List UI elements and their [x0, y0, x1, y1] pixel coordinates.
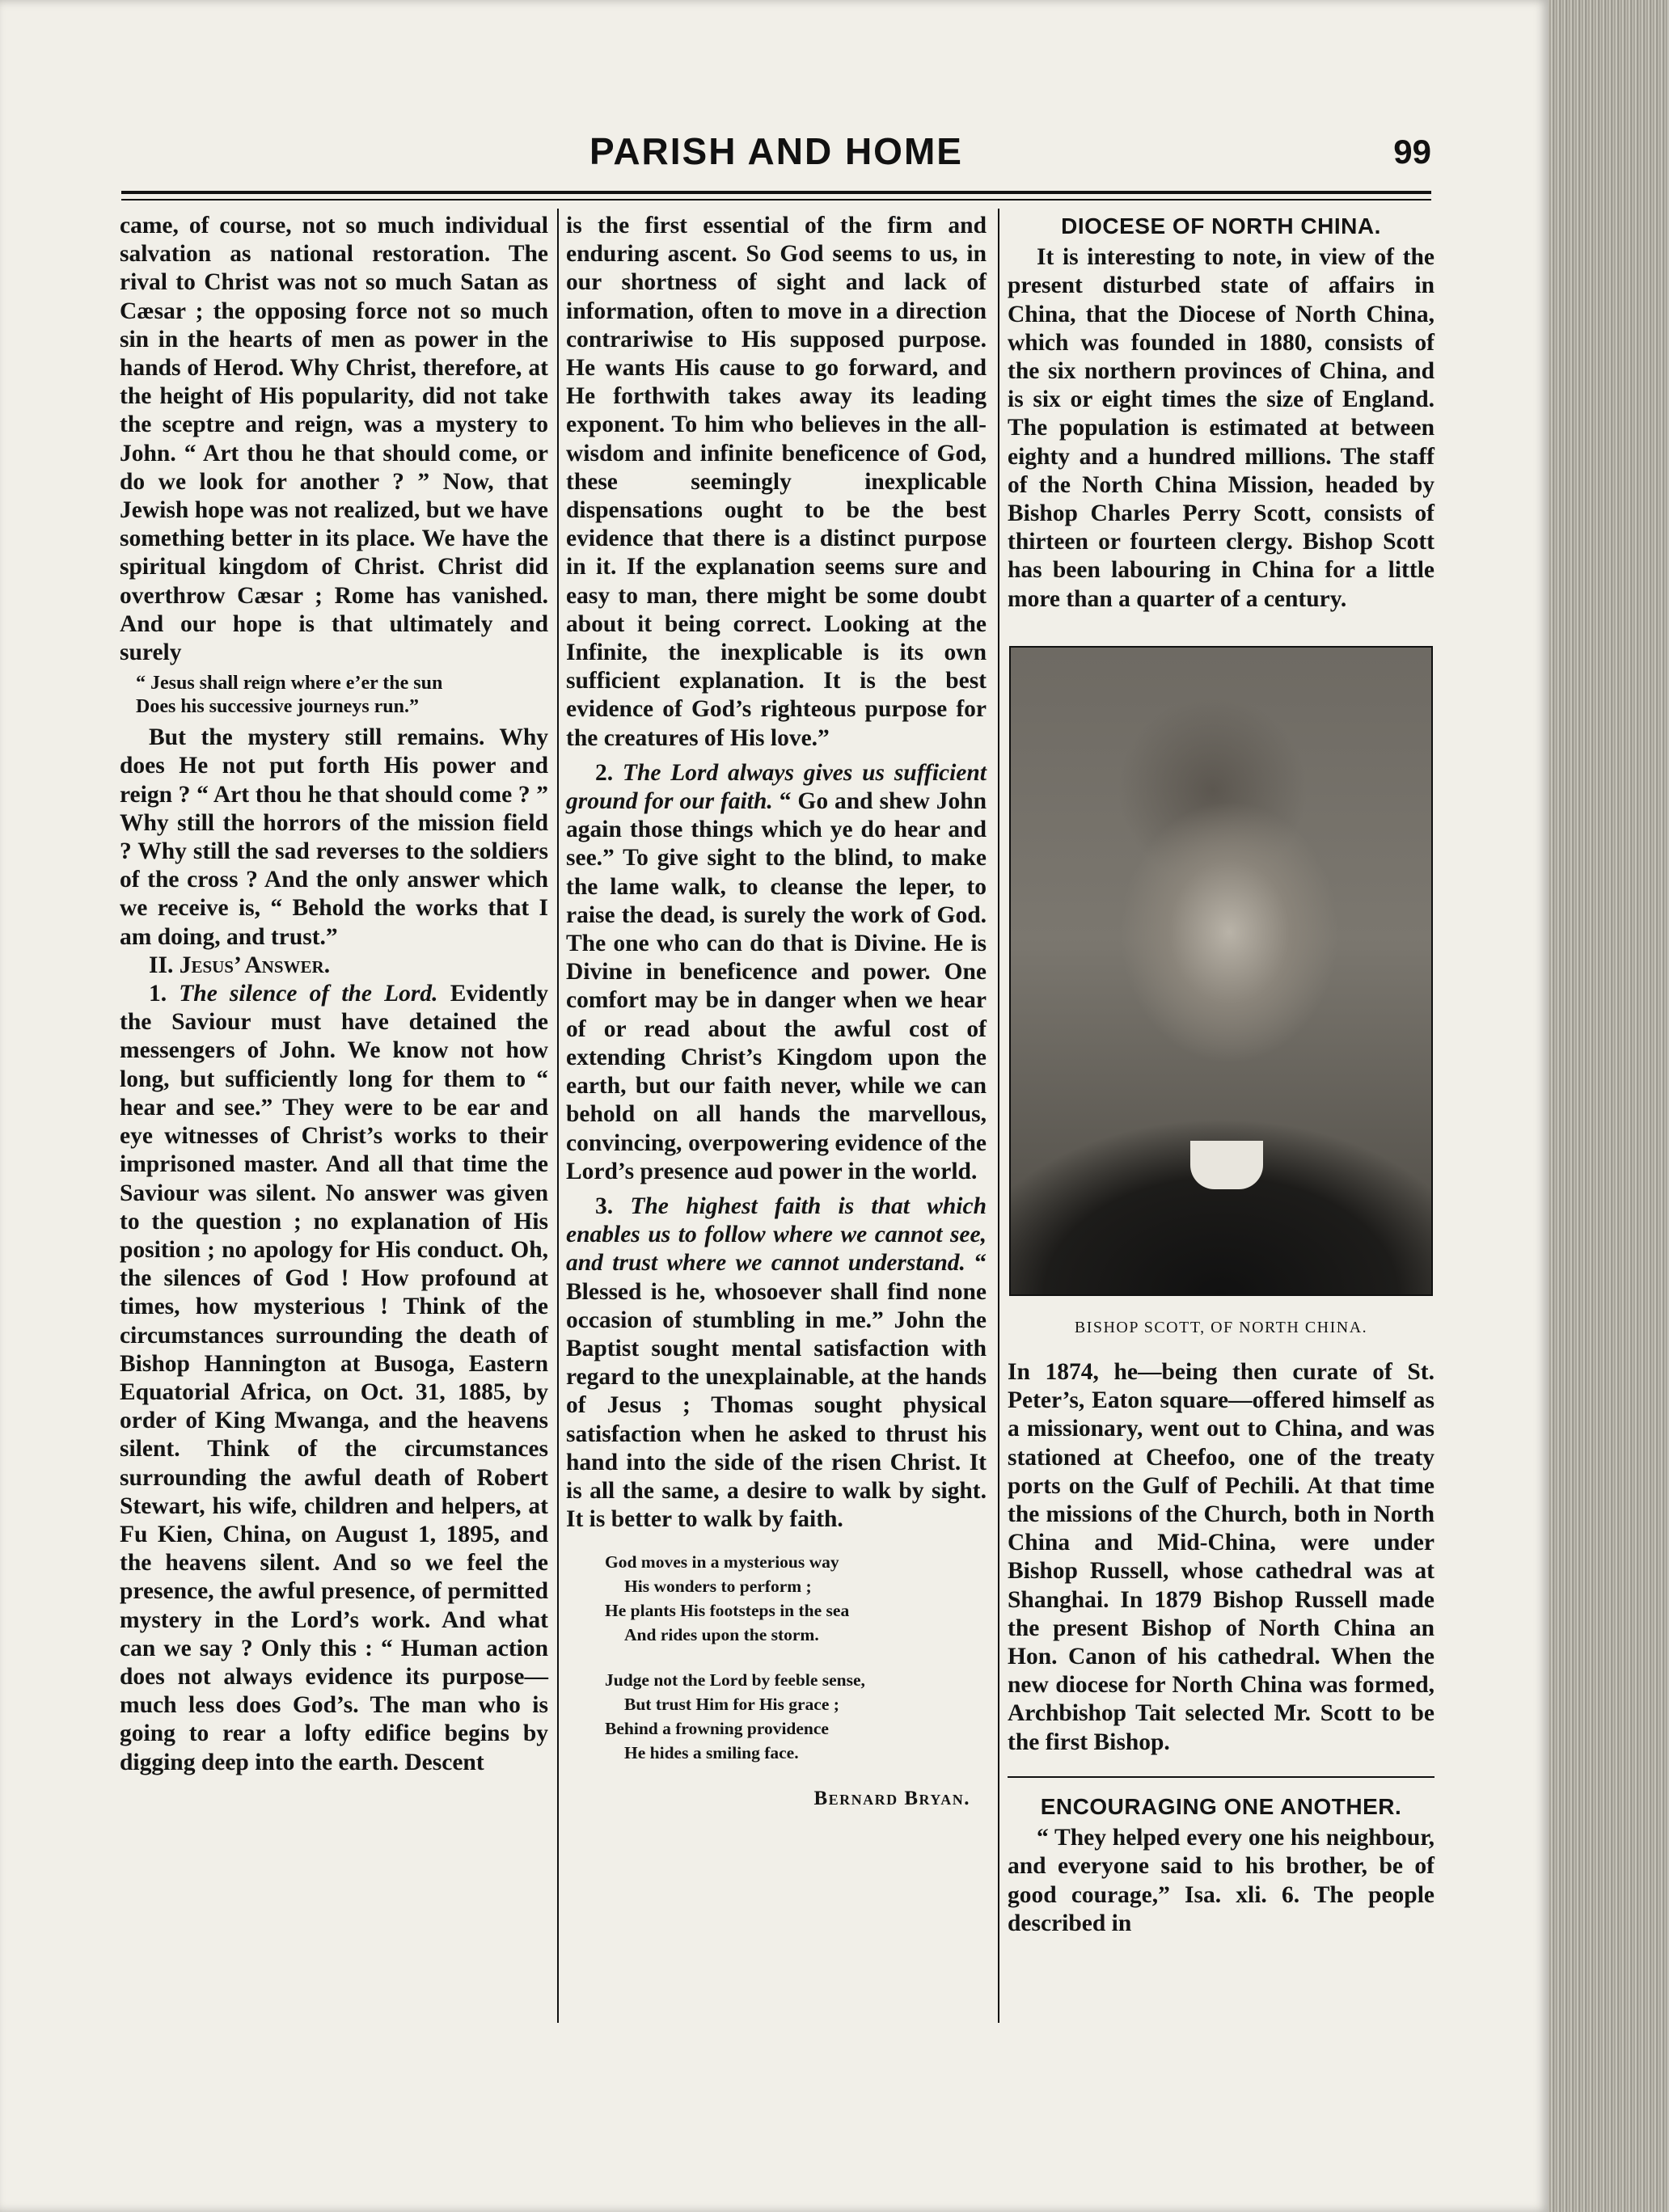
section-divider	[1008, 1776, 1434, 1778]
col2-item2-body: “ Go and shew John again those things which ye do hear and see.” To give sight to the blind, to make the lame walk, to cleanse the leper, to raise the dead, is surely the work of God. The one who can do that is Divine. He is Divine in beneficence and power. One comfort may be in danger when we hear of or read about the awful cost of extending Christ’s Kingdom upon the earth, but our faith never, while we can behold on all hands the marvellous, convincing, overpowering evidence of the Lord’s presence aud power in the world.	[566, 788, 987, 1184]
col1-verse-quote	[136, 672, 548, 719]
page-header	[121, 129, 1431, 186]
col2-paragraph-3	[566, 1193, 987, 1534]
diocese-heading: DIOCESE OF NORTH CHINA.	[1061, 213, 1381, 239]
bishop-portrait-photo	[1009, 646, 1433, 1296]
col1-item-heading: The silence of the Lord.	[179, 981, 438, 1007]
header-rule-thin	[121, 199, 1431, 201]
hymn-line-2: His wonders to perform ;	[624, 1577, 812, 1597]
col3-paragraph-2: In 1874, he—being then curate of St. Peter’s, Eaton square—offered himself as a missionary, went out to China, and was stationed at Cheefoo, one of the treaty ports on the Gulf of Pechili. At that time the missions of the Church, both in North China and Mid-China, were under Bishop Russell, whose cathedral was at Shanghai. In 1879 Bishop Russell made the present Bishop of North China an Hon. Canon of his cathedral. When the new diocese for North China was formed, Archbishop Tait selected Mr. Scott to be the first Bishop.	[1008, 1359, 1434, 1755]
col1-item-number: 1.	[149, 981, 167, 1007]
hymn-line-5: Judge not the Lord by feeble sense,	[605, 1670, 865, 1691]
col1-paragraph-2: But the mystery still remains. Why does He not put forth His power and reign ? “ Art thou he that should come ? ” Why still the horrors of the mission field ? Why still the sad reverses to the soldiers of the cross ? And the only answer which we receive is, “ Behold the works that I am doing, and trust.”	[120, 724, 548, 950]
col2-paragraph-1: is the first essential of the firm and enduring ascent. So God seems to us, in our shortness of sight and lack of information, often to move in a direction contrariwise to His supposed purpose. He wants His cause to go forward, and He forthwith takes away its leading exponent. To him who believes in the all-wisdom and infinite beneficence of God, these seemingly inexplicable dispensations ought to be the best evidence that there is a distinct purpose in it. If the explanation seems sure and easy to man, there might be some doubt about it being correct. Looking at the Infinite, the inexplicable is its own sufficient explanation. It is the best evidence of God’s righteous purpose for the creatures of His love.”	[566, 213, 987, 751]
col1-verse-line-2: Does his successive journeys run.”	[136, 696, 420, 718]
hymn-line-8: He hides a smiling face.	[624, 1743, 799, 1763]
photo-caption: BISHOP SCOTT, OF NORTH CHINA.	[1074, 1318, 1368, 1336]
column-2	[566, 212, 987, 1813]
hymn-line-3: He plants His footsteps in the sea	[605, 1601, 850, 1621]
col3-paragraph-1: It is interesting to note, in view of the present disturbed state of affairs in China, that the Diocese of North China, which was founded in 1880, consists of the six northern provinces of China, and is six or eight times the size of England. The population is estimated at between eighty and a hundred millions. The staff of the North China Mission, headed by Bishop Charles Perry Scott, consists of thirteen or fourteen clergy. Bishop Scott has been labouring in China for a little more than a quarter of a century.	[1008, 244, 1434, 612]
col2-item2-heading: The Lord always gives us sufficient ground for our faith.	[566, 759, 987, 815]
col2-paragraph-2	[566, 759, 987, 1186]
col3-paragraph-3: “ They helped every one his neighbour, and everyone said to his brother, be of good courage,” Isa. xli. 6. The people described in	[1008, 1825, 1434, 1936]
author-signature: Bernard Bryan.	[813, 1788, 970, 1810]
page-number: 99	[1393, 133, 1431, 171]
col1-item-body: Evidently the Saviour must have detained the messengers of John. We know not how long, but sufficiently long for them to “ hear and see.” They were to be ear and eye witnesses of Christ’s works to their imprisoned master. And all that time the Saviour was silent. No answer was given to the question ; no explanation of His position ; no apology for His conduct. Oh, the silences of God ! How profound at times, how mysterious ! Think of the circumstances surrounding the death of Bishop Hannington at Busoga, Eastern Equatorial Africa, on Oct. 31, 1885, by order of King Mwanga, and the heavens silent. Think of the circumstances surrounding the awful death of Robert Stewart, his wife, children and helpers, at Fu Kien, China, on August 1, 1895, and the heavens silent. And so we feel the presence, the awful presence, of permitted mystery in the Lord’s work. And what can we say ? Only this : “ Human action does not always evidence its purpose—much less does God’s. The man who is going to rear a lofty edifice begins by digging deep into the earth. Descent	[120, 981, 548, 1775]
col1-section-title: II. Jesus’ Answer.	[149, 952, 331, 978]
column-rule-left	[557, 209, 559, 2023]
col2-item3-body: “ Blessed is he, whosoever shall find none occasion of stumbling in me.” John the Baptist sought mental satisfaction with regard to the unexplainable, at the hands of Jesus ; Thomas sought physical satisfaction when he asked to thrust his hand into the side of the risen Christ. It is all the same, a desire to walk by sight. It is better to walk by faith.	[566, 1250, 987, 1533]
hymn-line-7: Behind a frowning providence	[605, 1719, 829, 1739]
header-rule-thick	[121, 191, 1431, 194]
running-head: PARISH AND HOME	[589, 130, 963, 172]
col1-paragraph-1: came, of course, not so much individual salvation as national restoration. The rival to Christ was not so much Satan as Cæsar ; the opposing force not so much sin in the hearts of men as power in the hands of Herod. Why Christ, therefore, at the height of His popularity, did not take the sceptre and reign, was a mystery to John. “ Art thou he that should come, or do we look for another ? ” Now, that Jewish hope was not realized, but we have something better in its place. We have the spiritual kingdom of Christ. Christ did overthrow Cæsar ; Rome has vanished. And our hope is that ultimately and surely	[120, 213, 548, 666]
book-page-edges	[1549, 0, 1669, 2212]
col1-verse-line-1: “ Jesus shall reign where e’er the sun	[136, 673, 443, 694]
encouraging-heading: ENCOURAGING ONE ANOTHER.	[1040, 1793, 1402, 1819]
hymn-line-6: But trust Him for His grace ;	[624, 1695, 839, 1715]
column-1	[120, 212, 548, 1777]
col1-paragraph-3	[120, 980, 548, 1777]
hymn-stanza-gap	[605, 1647, 987, 1668]
column-rule-right	[998, 209, 999, 2023]
column-3	[1008, 212, 1434, 1938]
clerical-collar	[1190, 1141, 1263, 1189]
col2-item3-number: 3.	[595, 1193, 614, 1219]
hymn-line-1: God moves in a mysterious way	[605, 1552, 839, 1572]
col2-item3-heading: The highest faith is that which enables us to follow where we cannot see, and trust where we cannot understand.	[566, 1193, 987, 1277]
col2-hymn	[605, 1550, 987, 1765]
hymn-line-4: And rides upon the storm.	[624, 1625, 819, 1645]
col2-item2-number: 2.	[595, 759, 614, 786]
